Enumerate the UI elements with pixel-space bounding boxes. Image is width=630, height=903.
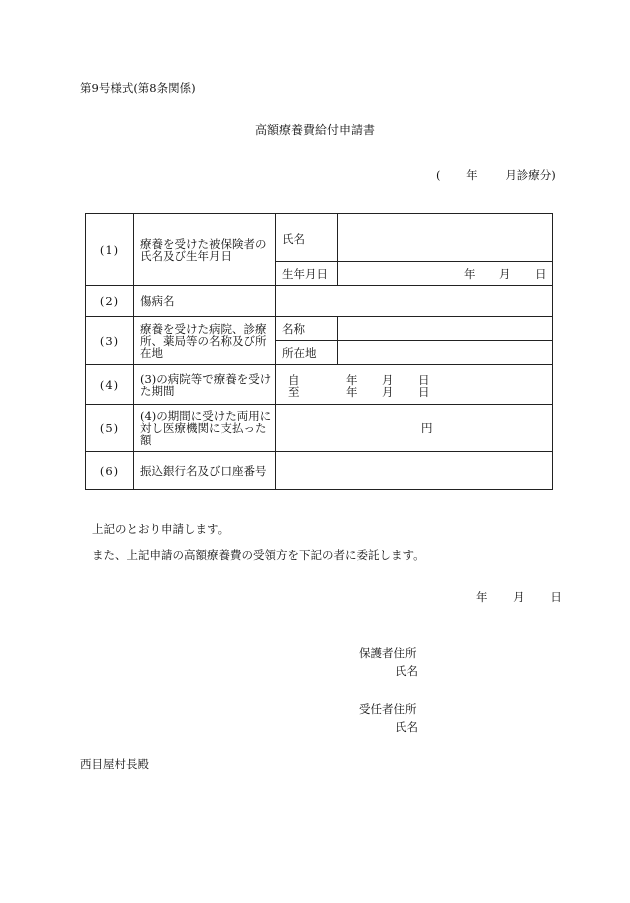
row-2-number: (2): [86, 286, 134, 317]
delegation-statement: また、上記申請の高額療養費の受領方を下記の者に委託します。: [92, 548, 425, 562]
birth-date-field[interactable]: [338, 262, 553, 286]
row-5-number: (5): [86, 405, 134, 452]
application-table: [85, 213, 553, 490]
birth-year-label: 年: [464, 266, 476, 281]
period-to-day: 日: [418, 385, 430, 399]
addressee: 西目屋村長殿: [80, 757, 149, 771]
period-year-label: 年: [466, 168, 478, 182]
application-date: [476, 589, 562, 605]
agent-address-label: 受任者住所: [359, 702, 417, 716]
row-4-description: (3)の病院等で療養を受けた期間: [134, 365, 276, 405]
guardian-address-label: 保護者住所: [359, 646, 417, 660]
period-from-day: 日: [418, 373, 430, 387]
period-open-paren: (: [436, 168, 441, 182]
amount-paid-field[interactable]: [276, 405, 553, 452]
insured-name-field[interactable]: [338, 214, 553, 262]
row-6-description: 振込銀行名及び口座番号: [134, 452, 276, 490]
guardian-name-label: 氏名: [395, 664, 418, 678]
row-6-number: (6): [86, 452, 134, 490]
date-year-label: 年: [476, 590, 488, 604]
facility-address-field[interactable]: [338, 341, 553, 365]
period-to-year: 年: [346, 385, 358, 399]
row-2-description: 傷病名: [134, 286, 276, 317]
period-from-month: 月: [382, 373, 394, 387]
row-5-description: (4)の期間に受けた両用に対し医療機関に支払った額: [134, 405, 276, 452]
row-1-description: 療養を受けた被保険者の氏名及び生年月日: [134, 214, 276, 286]
period-from-year: 年: [346, 373, 358, 387]
agent-name-label: 氏名: [395, 720, 418, 734]
birth-month-label: 月: [499, 266, 511, 281]
date-month-label: 月: [513, 590, 525, 604]
period-month-label: 月診療分): [505, 168, 556, 182]
facility-name-field[interactable]: [338, 317, 553, 341]
insured-name-label: 氏名: [276, 214, 338, 262]
row-3-description: 療養を受けた病院、診療所、薬局等の名称及び所在地: [134, 317, 276, 365]
facility-name-label: 名称: [276, 317, 338, 341]
period-to-month: 月: [382, 385, 394, 399]
birth-day-label: 日: [535, 266, 547, 281]
birth-date-label: 生年月日: [276, 262, 338, 286]
bank-account-field[interactable]: [276, 452, 553, 490]
treatment-period-field[interactable]: [276, 365, 553, 405]
row-3-number: (3): [86, 317, 134, 365]
form-number-label: 第9号様式(第8条関係): [80, 81, 196, 95]
date-day-label: 日: [550, 590, 562, 604]
period-from-label: 自: [288, 373, 300, 387]
row-1-number: (1): [86, 214, 134, 286]
treatment-period-line: [436, 167, 556, 183]
row-4-number: (4): [86, 365, 134, 405]
facility-address-label: 所在地: [276, 341, 338, 365]
document-title: 高額療養費給付申請書: [254, 123, 375, 137]
application-statement: 上記のとおり申請します。: [92, 522, 230, 536]
yen-unit-label: 円: [421, 421, 433, 435]
disease-name-field[interactable]: [276, 286, 553, 317]
period-to-label: 至: [288, 385, 300, 399]
